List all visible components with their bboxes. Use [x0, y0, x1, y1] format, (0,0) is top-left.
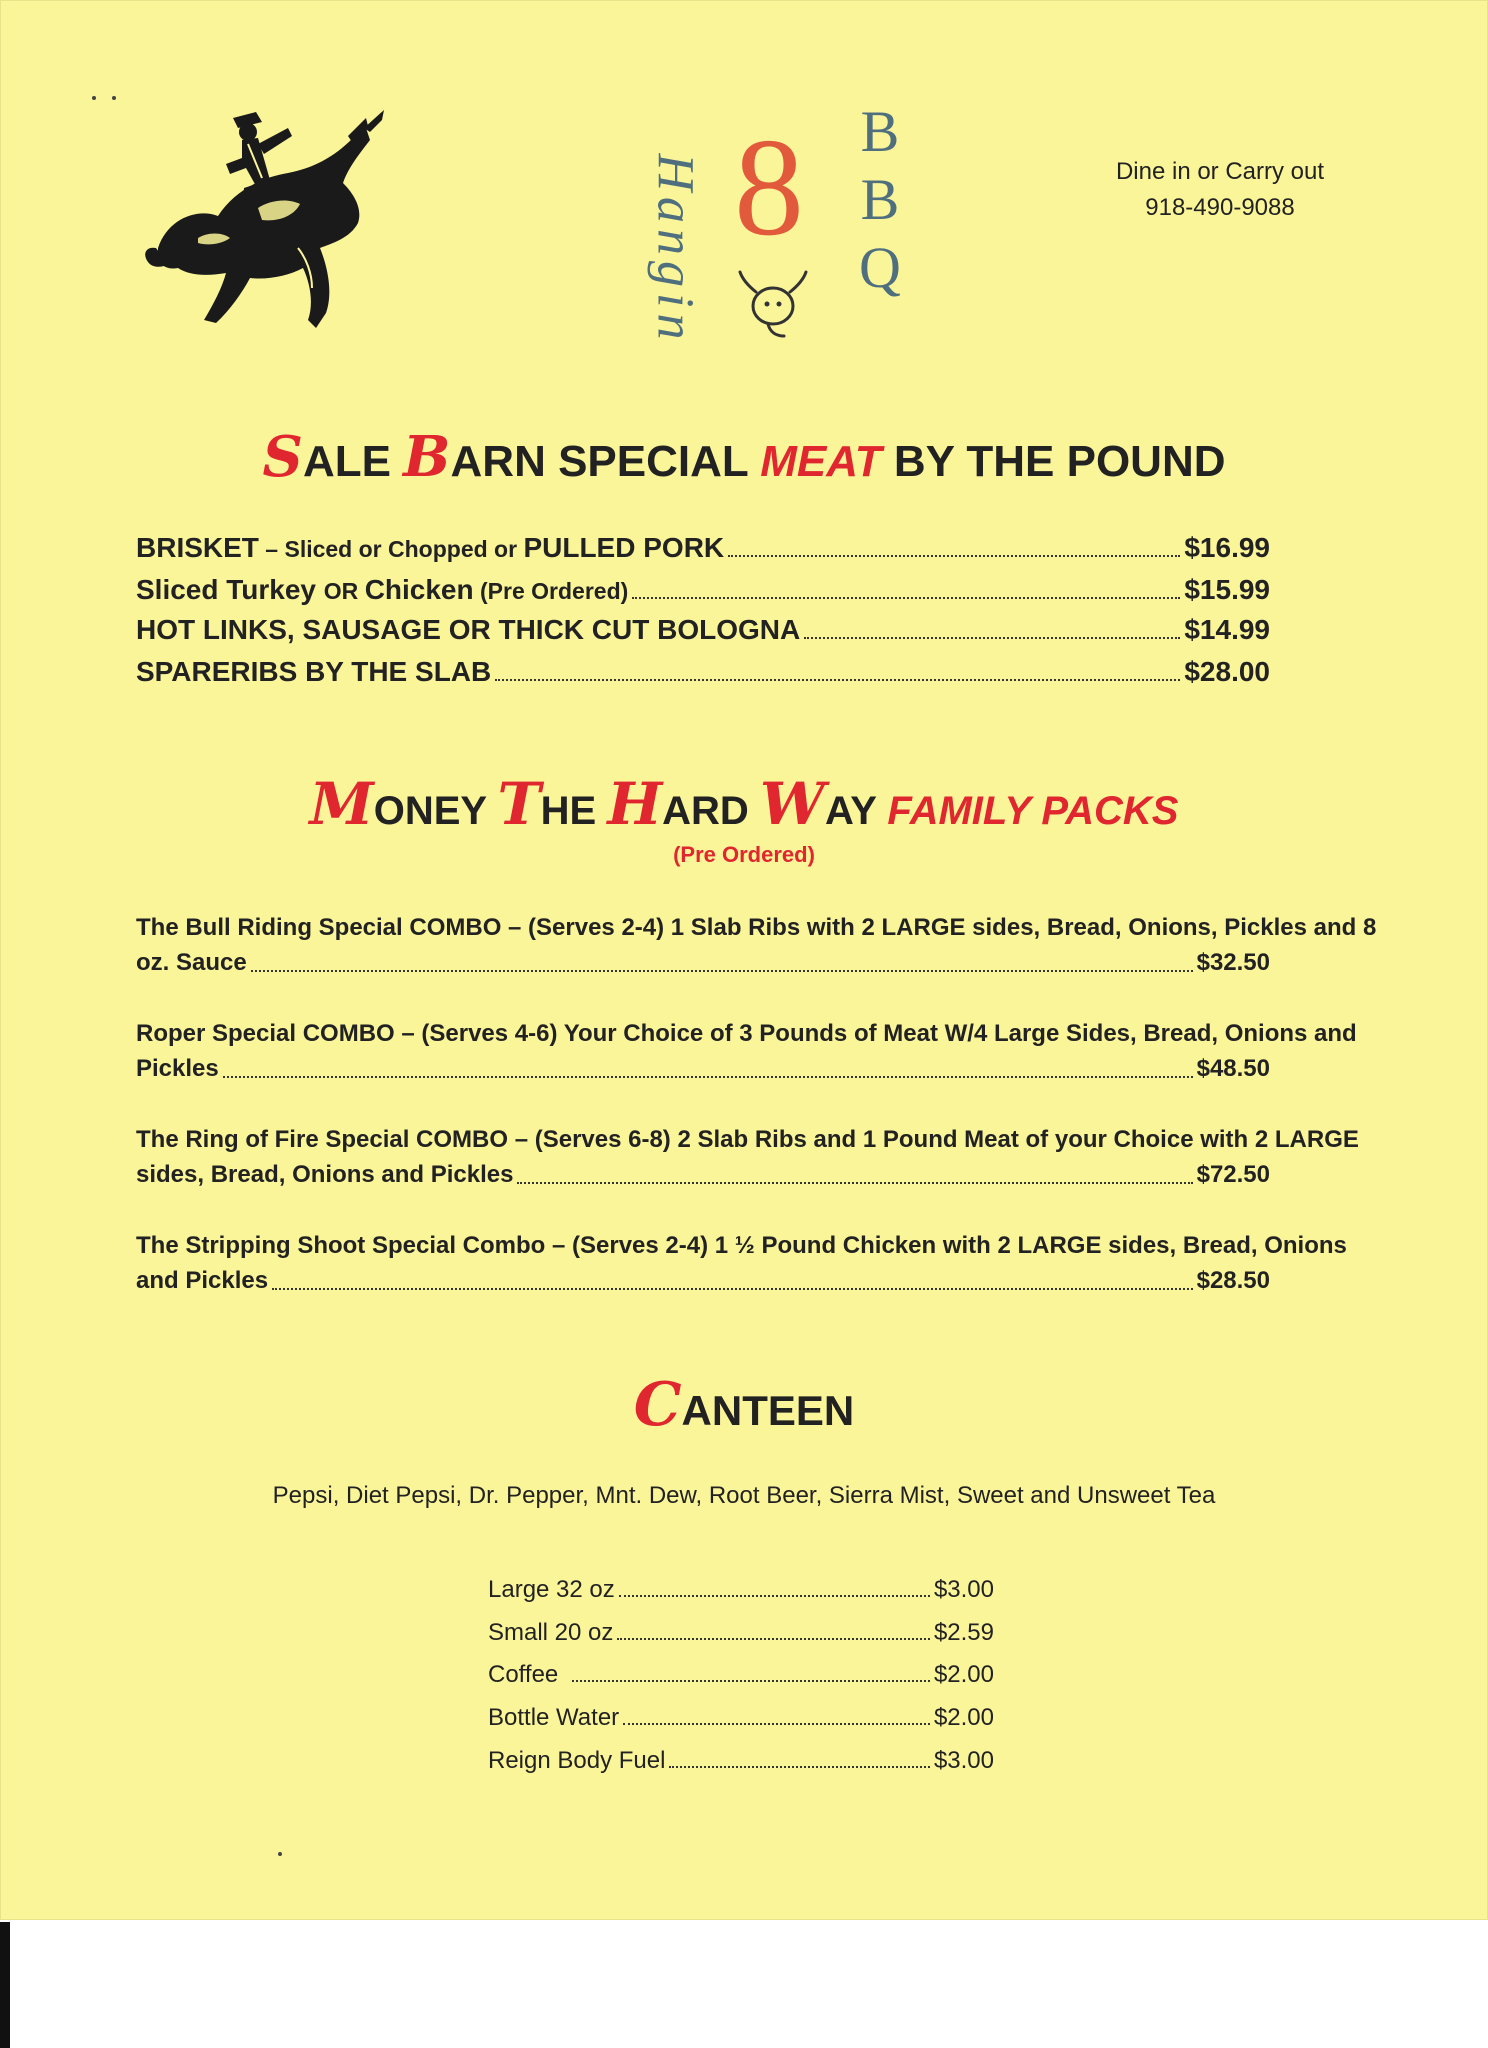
logo-number-eight: 8 [734, 110, 804, 265]
title-cap-b: B [403, 424, 451, 490]
drink-name: Reign Body Fuel [488, 1747, 666, 1774]
pack-description-end [136, 1051, 1270, 1086]
dotted-leader [223, 1076, 1193, 1078]
item-note: (Pre Ordered) [473, 578, 629, 604]
drink-price: $3.00 [933, 1747, 994, 1774]
pack-description-tail: oz. Sauce [136, 949, 247, 976]
pig-face-icon [728, 262, 818, 342]
item-name [136, 532, 724, 564]
logo-letter-q: Q [859, 235, 901, 300]
menu-row-brisket [136, 524, 1270, 564]
drink-row-coffee [488, 1651, 994, 1689]
contact-info [1060, 154, 1380, 226]
title-text-family-packs: FAMILY PACKS [887, 789, 1179, 833]
title-text-anteen: ANTEEN [681, 1387, 855, 1434]
scan-speck [92, 96, 96, 100]
title-cap-h: H [607, 770, 663, 838]
pre-ordered-note: (Pre Ordered) [673, 842, 815, 867]
menu-row-spareribs [136, 648, 1270, 688]
family-pack-stripping-shoot [136, 1228, 1420, 1298]
item-price: $14.99 [1184, 614, 1270, 645]
dotted-leader [804, 637, 1180, 639]
pack-price: $32.50 [1196, 949, 1270, 976]
pack-description-tail: and Pickles [136, 1267, 269, 1294]
title-text-ard: ARD [662, 789, 760, 833]
title-text-ale: ALE [302, 437, 404, 486]
pack-description: Roper Special COMBO – (Serves 4-6) Your Choice of 3 Pounds of Meat W/4 Large Sides, Bread, Onions and [136, 1020, 1357, 1047]
dotted-leader [728, 555, 1180, 557]
dotted-leader [517, 1182, 1192, 1184]
pack-description-tail: sides, Bread, Onions and Pickles [136, 1161, 514, 1188]
dotted-leader [495, 679, 1180, 681]
scan-speck [112, 96, 116, 100]
item-name-part: PULLED PORK [523, 532, 725, 563]
dotted-leader [572, 1680, 930, 1682]
title-text-arn-special: ARN SPECIAL [450, 437, 761, 486]
logo-word-hangin: Hangin [646, 153, 704, 346]
menu-row-hot-links [136, 606, 1270, 646]
drink-name: Large 32 oz [488, 1576, 615, 1603]
logo-letter-b1: B [860, 99, 900, 164]
pack-description: The Ring of Fire Special COMBO – (Serves 6-8) 2 Slab Ribs and 1 Pound Meat of your Choice with 2 LARGE [136, 1126, 1359, 1153]
drink-name: Small 20 oz [488, 1619, 614, 1646]
item-name: HOT LINKS, SAUSAGE OR THICK CUT BOLOGNA [136, 614, 801, 645]
meat-section-title [0, 424, 1488, 490]
title-cap-s: S [262, 424, 303, 490]
dotted-leader [272, 1288, 1193, 1290]
item-name-part: – Sliced or Chopped or [258, 536, 524, 562]
family-pack-bull-riding [136, 910, 1420, 980]
item-name-part: BRISKET [136, 532, 259, 563]
title-cap-t: T [497, 770, 541, 838]
item-name-part: OR [323, 578, 365, 604]
scan-speck [278, 1852, 282, 1856]
item-price: $15.99 [1184, 574, 1270, 605]
drink-price: $3.00 [933, 1576, 994, 1603]
dotted-leader [669, 1766, 930, 1768]
item-name [136, 574, 628, 606]
pack-description: The Bull Riding Special COMBO – (Serves 2-4) 1 Slab Ribs with 2 LARGE sides, Bread, Onions, Pickles and 8 [136, 914, 1377, 941]
item-name-part: Chicken [364, 574, 474, 605]
drink-price: $2.59 [933, 1619, 994, 1646]
pack-description-tail: Pickles [136, 1055, 219, 1082]
logo-word-bbq [850, 98, 910, 302]
drink-name: Coffee [488, 1661, 559, 1688]
dotted-leader [617, 1638, 930, 1640]
drink-row-reign [488, 1737, 994, 1775]
item-name-part: Sliced Turkey [136, 574, 324, 605]
dotted-leader [619, 1595, 930, 1597]
title-text-meat: MEAT [760, 437, 882, 486]
item-name: SPARERIBS BY THE SLAB [136, 656, 492, 687]
pack-price: $28.50 [1196, 1267, 1270, 1294]
title-cap-w: W [759, 770, 826, 838]
dotted-leader [251, 970, 1193, 972]
dine-in-carry-out-text: Dine in or Carry out [1115, 158, 1325, 185]
drink-row-small [488, 1609, 994, 1647]
drink-price: $2.00 [933, 1661, 994, 1688]
family-pack-roper [136, 1016, 1420, 1086]
item-price: $28.00 [1184, 656, 1270, 687]
title-cap-m: M [309, 770, 374, 838]
bull-rider-illustration [138, 98, 388, 348]
drink-price: $2.00 [933, 1704, 994, 1731]
title-cap-c: C [633, 1370, 682, 1440]
title-text-ay: AY [825, 789, 888, 833]
drink-row-bottle-water [488, 1694, 994, 1732]
drink-name: Bottle Water [488, 1704, 620, 1731]
title-text-he: HE [540, 789, 608, 833]
scan-edge-shadow [0, 1922, 10, 2048]
item-price: $16.99 [1184, 532, 1270, 563]
logo-letter-b2: B [860, 167, 900, 232]
pack-description-end [136, 1263, 1270, 1298]
title-text-by-the-pound: BY THE POUND [881, 437, 1226, 486]
pack-price: $72.50 [1196, 1161, 1270, 1188]
drink-row-large [488, 1566, 994, 1604]
pack-description-end [136, 945, 1270, 980]
pack-description: The Stripping Shoot Special Combo – (Serves 2-4) 1 ½ Pound Chicken with 2 LARGE sides, Bread, Onions [136, 1232, 1347, 1259]
canteen-section-title [0, 1370, 1488, 1440]
title-text-oney: ONEY [373, 789, 498, 833]
dotted-leader [632, 597, 1180, 599]
family-section-title [0, 770, 1488, 838]
pack-description-end [136, 1157, 1270, 1192]
pack-price: $48.50 [1196, 1055, 1270, 1082]
menu-row-turkey-chicken [136, 566, 1270, 606]
drinks-list: Pepsi, Diet Pepsi, Dr. Pepper, Mnt. Dew, Root Beer, Sierra Mist, Sweet and Unsweet Tea [272, 1482, 1216, 1509]
phone-number: 918-490-9088 [1145, 194, 1295, 221]
family-pack-ring-of-fire [136, 1122, 1420, 1192]
dotted-leader [623, 1723, 930, 1725]
